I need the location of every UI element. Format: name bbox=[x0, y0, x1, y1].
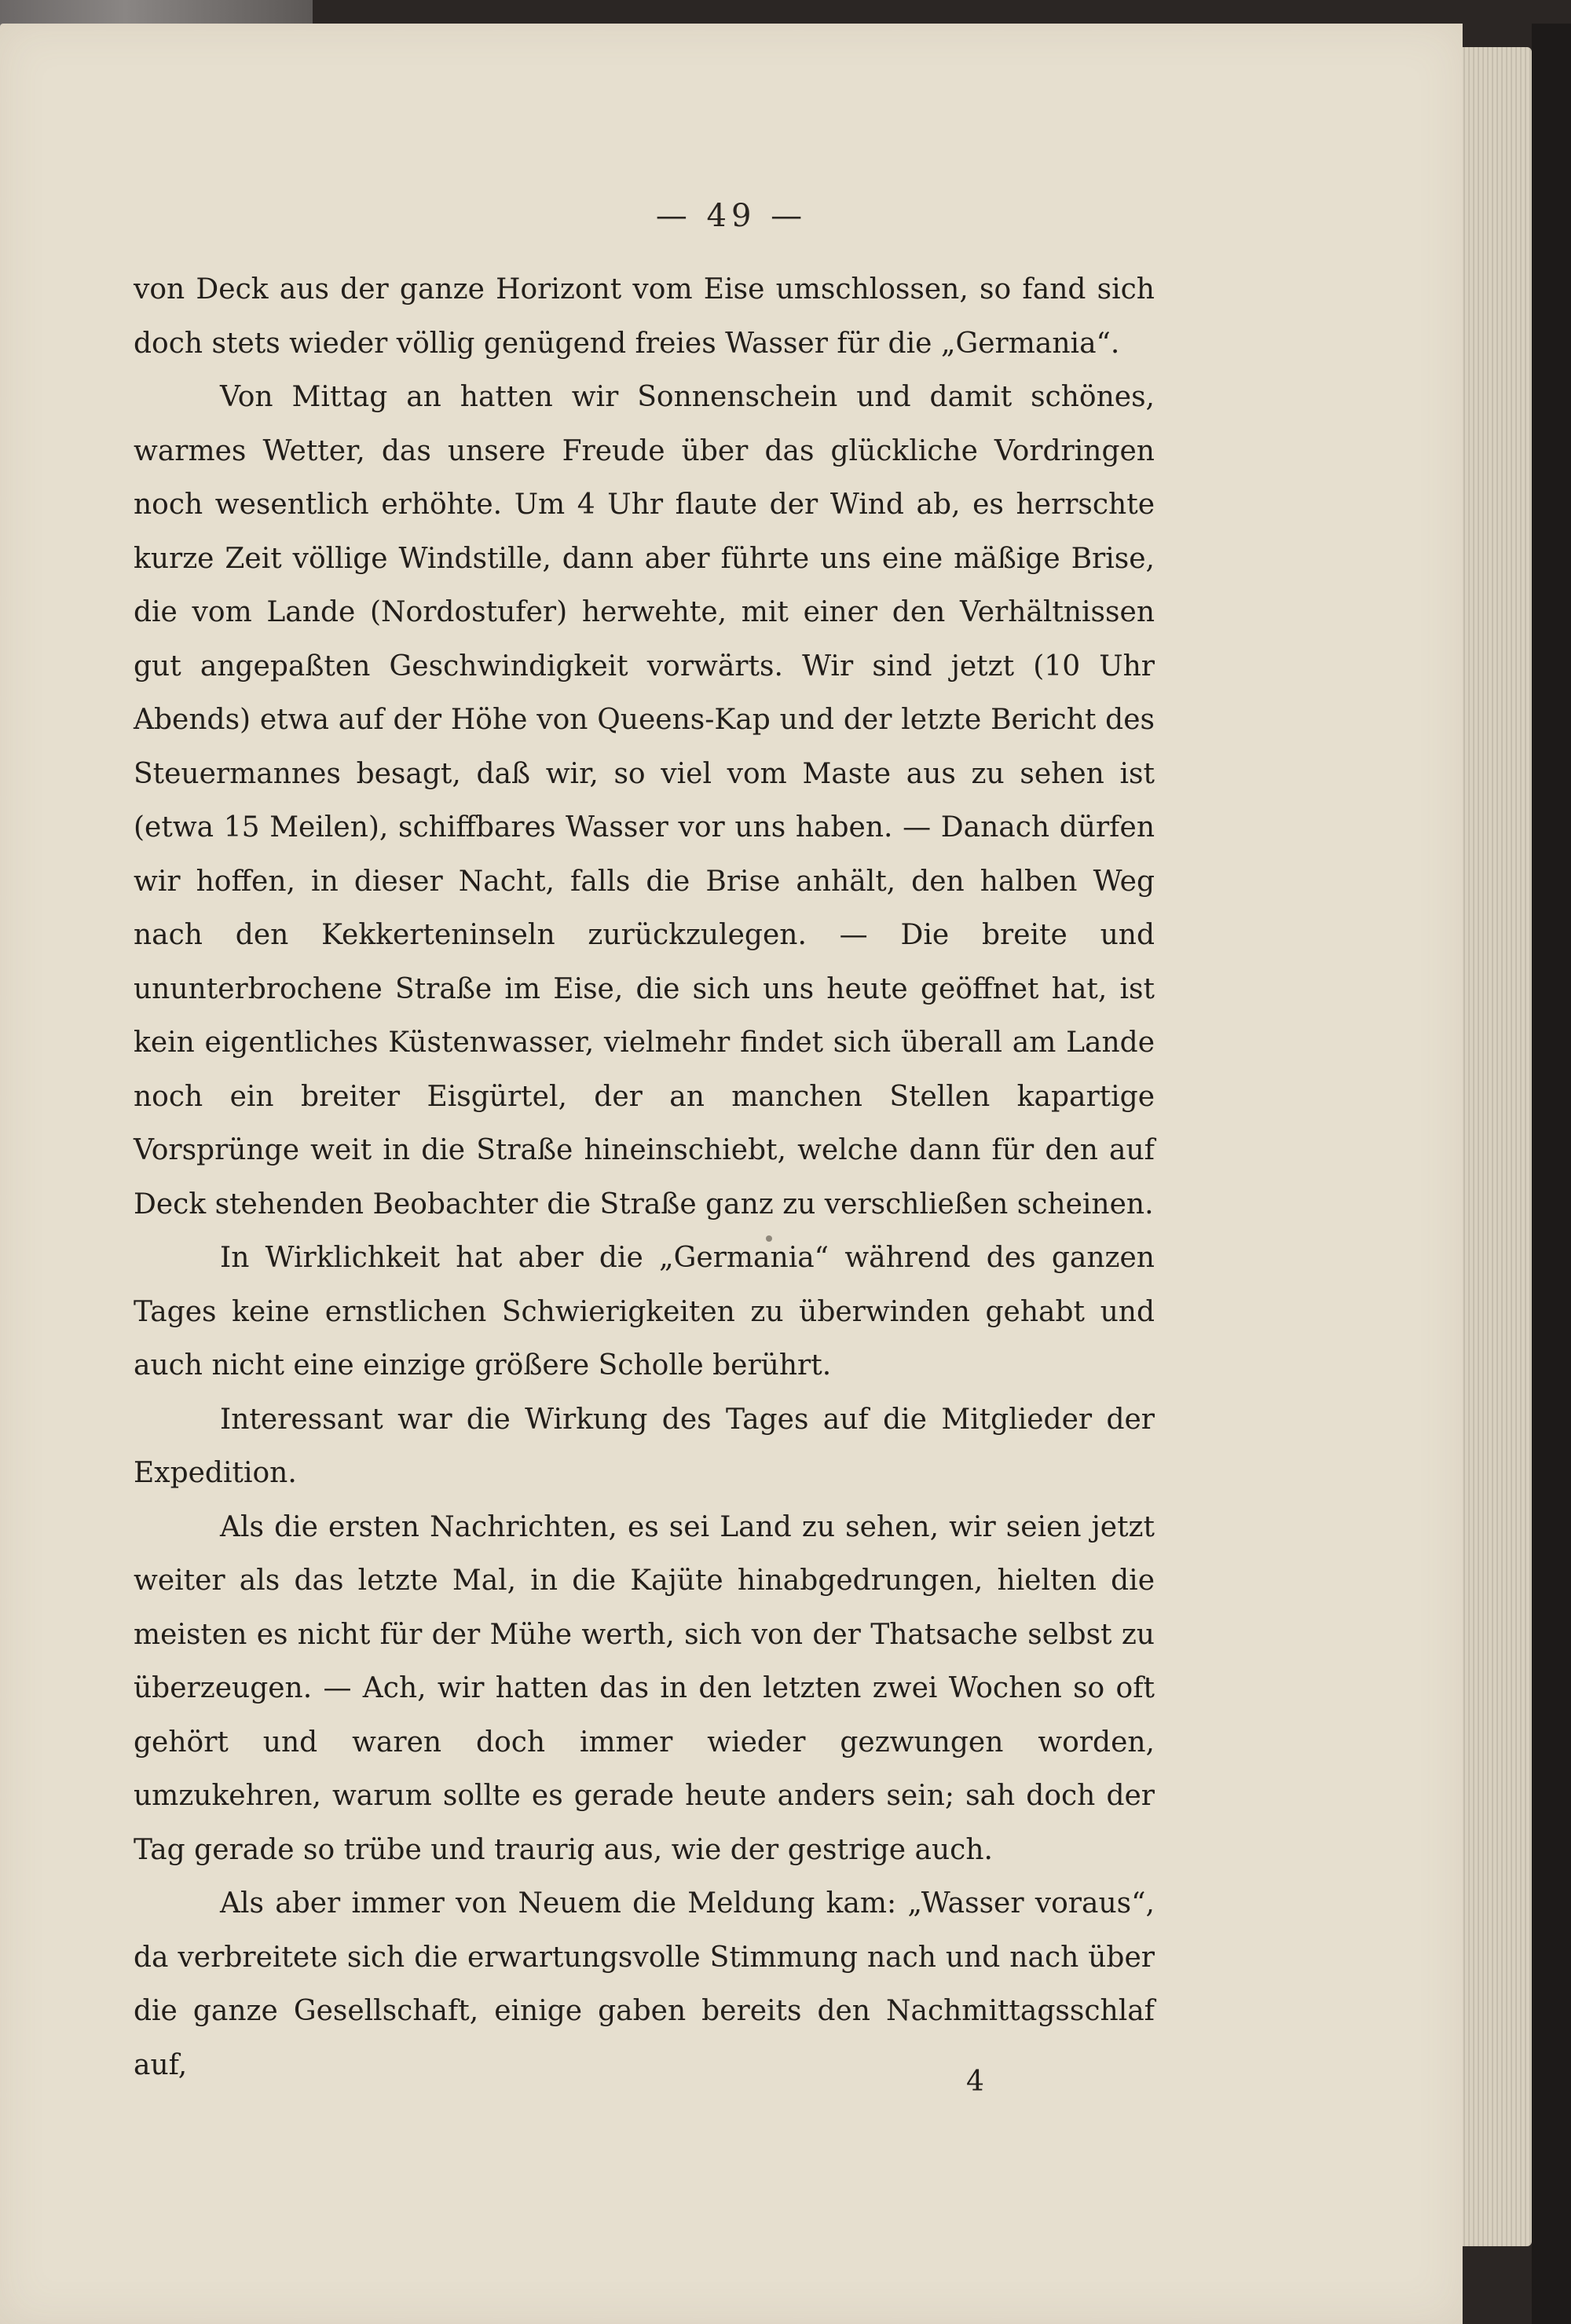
book-page bbox=[0, 24, 1463, 2324]
paragraph: von Deck aus der ganze Horizont vom Eise umschlossen, so fand sich doch stets wieder völlig genügend freies Wasser für die „Germania“. bbox=[134, 273, 1155, 360]
paragraph: In Wirklichkeit hat aber die „Germania“ während des ganzen Tages keine ernstlichen Schwierigkeiten zu überwinden gehabt und auch nicht eine einzige größere Scholle berührt. bbox=[134, 1242, 1155, 1382]
page-shadow bbox=[1532, 24, 1571, 2324]
page-text bbox=[134, 263, 1155, 2092]
paragraph: Interessant war die Wirkung des Tages auf die Mitglieder der Expedition. bbox=[134, 1403, 1155, 1489]
page-number: — 49 — bbox=[655, 198, 807, 234]
paper-speck bbox=[766, 1235, 772, 1242]
paragraph: Als aber immer von Neuem die Meldung kam: „Wasser voraus“, da verbreitete sich die erwartungsvolle Stimmung nach und nach über die ganze Gesellschaft, einige gaben bereits den Nachmittagsschlaf auf, bbox=[134, 1887, 1155, 2081]
paragraph: Als die ersten Nachrichten, es sei Land zu sehen, wir seien jetzt weiter als das letzte Mal, in die Kajüte hinabgedrungen, hielten die meisten es nicht für der Mühe werth, sich von der Thatsache selbst zu überzeugen. — Ach, wir hatten das in den letzten zwei Wochen so oft gehört und waren doch immer wieder gezwungen worden, umzukehren, warum sollte es gerade heute anders sein; sah doch der Tag gerade so trübe und traurig aus, wie der gestrige auch. bbox=[134, 1510, 1155, 1866]
signature-mark: 4 bbox=[966, 2066, 984, 2098]
paragraph: Von Mittag an hatten wir Sonnenschein und damit schönes, warmes Wetter, das unsere Freude über das glückliche Vordringen noch wesentlich erhöhte. Um 4 Uhr flaute der Wind ab, es herrschte kurze Zeit völlige Windstille, dann aber führte uns eine mäßige Brise, die vom Lande (Nordostufer) herwehte, mit einer den Verhältnissen gut angepaßten Geschwindigkeit vorwärts. Wir sind jetzt (10 Uhr Abends) etwa auf der Höhe von Queens-Kap und der letzte Bericht des Steuermannes besagt, daß wir, so viel vom Maste aus zu sehen ist (etwa 15 Meilen), schiffbares Wasser vor uns haben. — Danach dürfen wir hoffen, in dieser Nacht, falls die Brise anhält, den halben Weg nach den Kekkerteninseln zurückzulegen. — Die breite und ununterbrochene Straße im Eise, die sich uns heute geöffnet hat, ist kein eigentliches Küstenwasser, vielmehr findet sich überall am Lande noch ein breiter Eisgürtel, der an manchen Stellen kapartige Vorsprünge weit in die Straße hineinschiebt, welche dann für den auf Deck stehenden Beobachter die Straße ganz zu verschließen scheinen. bbox=[134, 381, 1155, 1221]
